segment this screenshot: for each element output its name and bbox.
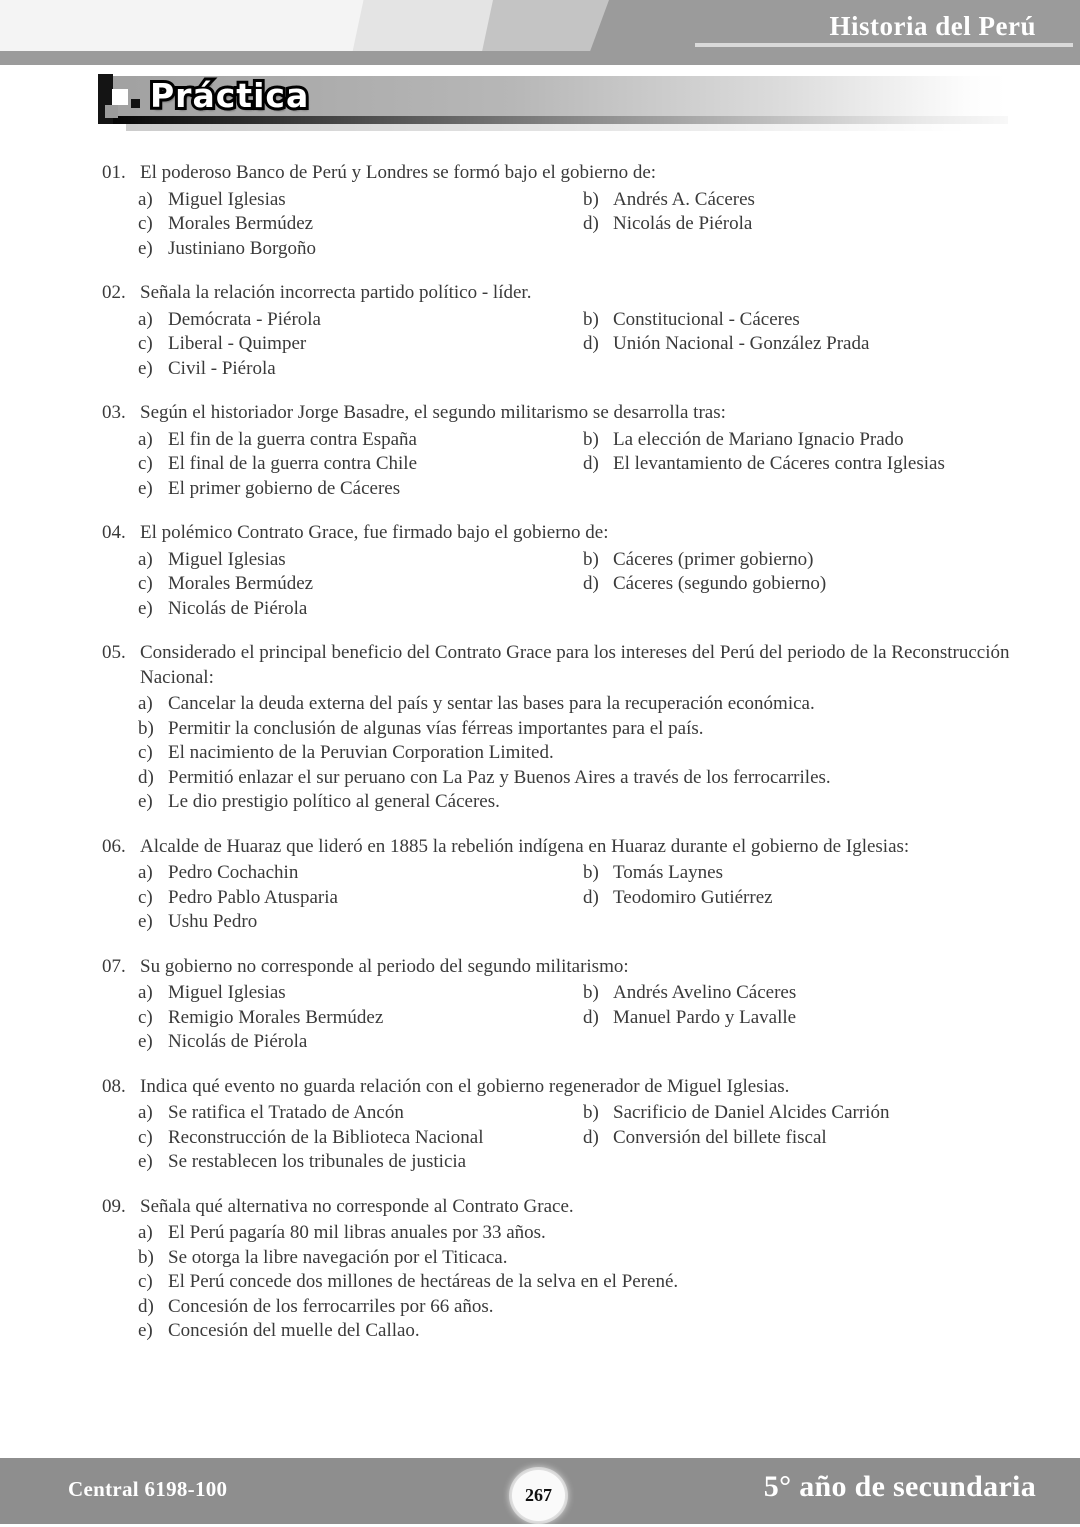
- option-list: [138, 548, 1032, 622]
- option-list: [138, 981, 1032, 1055]
- option-text: Manuel Pardo y Lavalle: [613, 1006, 797, 1028]
- question-head: [102, 521, 1032, 546]
- option: [138, 1221, 1032, 1246]
- option-letter: a): [138, 693, 153, 714]
- option: [583, 572, 1032, 597]
- option-letter: c): [138, 1006, 153, 1028]
- option: [138, 910, 583, 935]
- option-text: Civil - Piérola: [168, 357, 276, 379]
- option-letter: d): [583, 453, 599, 474]
- option-list: [138, 188, 1032, 262]
- option-text: La elección de Mariano Ignacio Prado: [613, 428, 904, 450]
- option: [583, 1126, 1032, 1151]
- option-text: Le dio prestigio político al general Cáceres.: [168, 791, 500, 812]
- question-number: 07.: [102, 955, 126, 977]
- option: [138, 1246, 1032, 1271]
- option-text: Conversión del billete fiscal: [613, 1126, 827, 1148]
- option: [138, 357, 583, 382]
- option: [138, 1006, 583, 1031]
- option: [583, 308, 1032, 333]
- question-number: 01.: [102, 162, 126, 183]
- option: [138, 212, 583, 237]
- option: [138, 766, 1032, 791]
- questions: [0, 161, 1080, 1344]
- option: [583, 548, 1032, 573]
- option: [583, 861, 1032, 886]
- option-text: El levantamiento de Cáceres contra Iglesias: [613, 453, 945, 474]
- option-text: El nacimiento de la Peruvian Corporation Limited.: [168, 742, 554, 763]
- option-letter: c): [138, 213, 153, 234]
- question: [102, 401, 1032, 501]
- option-letter: c): [138, 886, 153, 908]
- option-text: El primer gobierno de Cáceres: [168, 477, 401, 499]
- option-text: El fin de la guerra contra España: [168, 428, 417, 450]
- option: [138, 861, 583, 886]
- option-letter: b): [583, 308, 599, 330]
- banner-dark-strip: [108, 116, 1008, 124]
- question-text: Señala qué alternativa no corresponde al Contrato Grace.: [140, 1195, 574, 1217]
- option-text: Permitir la conclusión de algunas vías férreas importantes para el país.: [168, 717, 704, 739]
- option: [138, 741, 1032, 766]
- option-text: Ushu Pedro: [168, 911, 258, 932]
- option-letter: e): [138, 1320, 153, 1341]
- option-text: El final de la guerra contra Chile: [168, 453, 418, 474]
- option-list: [138, 308, 1032, 382]
- question-head: [102, 161, 1032, 186]
- option: [138, 790, 1032, 815]
- option: [138, 477, 583, 502]
- option-text: Cancelar la deuda externa del país y sentar las bases para la recuperación económica.: [168, 693, 815, 714]
- option-text: Concesión de los ferrocarriles por 66 años.: [168, 1295, 494, 1317]
- option-text: Concesión del muelle del Callao.: [168, 1320, 420, 1341]
- option-letter: a): [138, 862, 153, 883]
- option-text: Tomás Laynes: [613, 862, 724, 883]
- option-text: Teodomiro Gutiérrez: [613, 886, 773, 908]
- option: [583, 886, 1032, 911]
- question: [102, 955, 1032, 1055]
- gray-square-icon: [105, 105, 118, 118]
- question-head: [102, 401, 1032, 426]
- option-letter: a): [138, 308, 153, 330]
- option: [583, 981, 1032, 1006]
- option-letter: d): [138, 766, 154, 788]
- question-text: Indica qué evento no guarda relación con el gobierno regenerador de Miguel Iglesias.: [140, 1075, 790, 1097]
- page-header: [0, 0, 1080, 65]
- question-number: 05.: [102, 642, 126, 663]
- option: [583, 332, 1032, 357]
- course-title: Historia del Perú: [829, 11, 1036, 41]
- option-text: Miguel Iglesias: [168, 982, 286, 1003]
- option: [138, 717, 1032, 742]
- option-letter: e): [138, 1031, 153, 1052]
- option-letter: b): [583, 982, 599, 1003]
- option-list: [138, 428, 1032, 502]
- option-letter: d): [583, 1126, 599, 1148]
- option: [583, 1101, 1032, 1126]
- question-head: [102, 641, 1032, 690]
- option-text: Unión Nacional - González Prada: [613, 333, 870, 354]
- option: [138, 572, 583, 597]
- question-number: 02.: [102, 282, 126, 303]
- page-footer: [0, 1458, 1080, 1524]
- option-letter: e): [138, 597, 153, 619]
- option: [138, 597, 583, 622]
- question-head: [102, 281, 1032, 306]
- option-letter: c): [138, 453, 153, 474]
- banner-light-strip: [126, 124, 1010, 131]
- option-letter: a): [138, 1222, 153, 1243]
- option: [138, 1030, 583, 1055]
- option-list: [138, 861, 1032, 935]
- option-text: Morales Bermúdez: [168, 573, 314, 594]
- header-parallelogram-light-icon: [352, 0, 497, 56]
- question-text: El polémico Contrato Grace, fue firmado bajo el gobierno de:: [140, 522, 609, 543]
- option-letter: e): [138, 357, 153, 379]
- question-number: 08.: [102, 1075, 126, 1097]
- question-text: Según el historiador Jorge Basadre, el segundo militarismo se desarrolla tras:: [140, 402, 726, 423]
- option-list: [138, 692, 1032, 815]
- option-letter: c): [138, 742, 153, 763]
- option-text: Se restablecen los tribunales de justicia: [168, 1151, 467, 1172]
- option-text: Cáceres (primer gobierno): [613, 548, 814, 570]
- page-number-badge: [512, 1470, 565, 1521]
- option-letter: d): [583, 886, 599, 908]
- question-text: Su gobierno no corresponde al periodo del segundo militarismo:: [140, 955, 629, 977]
- option-text: Andrés Avelino Cáceres: [613, 982, 797, 1003]
- option-letter: a): [138, 982, 153, 1003]
- question-head: [102, 1075, 1032, 1100]
- question: [102, 281, 1032, 381]
- option-letter: e): [138, 237, 153, 259]
- question-text: El poderoso Banco de Perú y Londres se formó bajo el gobierno de:: [140, 162, 657, 183]
- option: [138, 428, 583, 453]
- option: [138, 886, 583, 911]
- option: [138, 1150, 583, 1175]
- header-title-underline: [695, 43, 1073, 47]
- option: [583, 1006, 1032, 1031]
- option-text: Morales Bermúdez: [168, 213, 314, 234]
- option-letter: a): [138, 428, 153, 450]
- practice-banner: [0, 76, 1080, 142]
- option-letter: e): [138, 791, 153, 812]
- question: [102, 161, 1032, 261]
- option: [138, 1270, 1032, 1295]
- question: [102, 1075, 1032, 1175]
- option-text: Se otorga la libre navegación por el Titicaca.: [168, 1246, 508, 1268]
- option-letter: d): [583, 213, 599, 234]
- option-letter: b): [583, 188, 599, 210]
- option-letter: a): [138, 1102, 153, 1123]
- question: [102, 521, 1032, 621]
- header-gray-band: [0, 51, 1080, 65]
- option-text: Pedro Cochachin: [168, 862, 299, 883]
- page-number: 267: [525, 1485, 552, 1505]
- option-text: Miguel Iglesias: [168, 188, 286, 210]
- question-number: 06.: [102, 835, 126, 857]
- option-text: El Perú pagaría 80 mil libras anuales por 33 años.: [168, 1222, 546, 1243]
- footer-grade-label: 5° año de secundaria: [763, 1470, 1036, 1503]
- question-text: Señala la relación incorrecta partido político - líder.: [140, 282, 532, 303]
- option-text: El Perú concede dos millones de hectáreas de la selva en el Perené.: [168, 1271, 679, 1292]
- option-letter: b): [583, 428, 599, 450]
- option-letter: d): [583, 1006, 599, 1028]
- option: [138, 692, 1032, 717]
- option-letter: e): [138, 477, 153, 499]
- question-head: [102, 1195, 1032, 1220]
- option-text: Demócrata - Piérola: [168, 308, 321, 330]
- option: [138, 1295, 1032, 1320]
- question-head: [102, 835, 1032, 860]
- option: [138, 1319, 1032, 1344]
- option-text: Nicolás de Piérola: [613, 213, 753, 234]
- option-letter: a): [138, 188, 153, 210]
- option: [583, 452, 1032, 477]
- option: [138, 188, 583, 213]
- option-text: Liberal - Quimper: [168, 333, 307, 354]
- option-letter: d): [138, 1295, 154, 1317]
- option: [138, 1101, 583, 1126]
- option-text: Nicolás de Piérola: [168, 597, 308, 619]
- option-text: Constitucional - Cáceres: [613, 308, 800, 330]
- option-letter: c): [138, 1126, 153, 1148]
- option: [138, 308, 583, 333]
- option: [583, 428, 1032, 453]
- option-list: [138, 1101, 1032, 1175]
- question: [102, 1195, 1032, 1344]
- option-text: Sacrificio de Daniel Alcides Carrión: [613, 1102, 890, 1123]
- option-letter: c): [138, 333, 153, 354]
- question-number: 09.: [102, 1195, 126, 1217]
- option: [138, 237, 583, 262]
- option: [138, 548, 583, 573]
- option-text: Pedro Pablo Atusparia: [168, 886, 338, 908]
- option: [138, 332, 583, 357]
- option-letter: c): [138, 1271, 153, 1292]
- option-text: Remigio Morales Bermúdez: [168, 1006, 384, 1028]
- footer-phone: Central 6198-100: [68, 1477, 228, 1501]
- question-text: Alcalde de Huaraz que lideró en 1885 la rebelión indígena en Huaraz durante el gobierno de Iglesias:: [140, 835, 910, 857]
- question: [102, 641, 1032, 815]
- option: [583, 212, 1032, 237]
- option-text: Cáceres (segundo gobierno): [613, 573, 827, 594]
- question-text: Considerado el principal beneficio del Contrato Grace para los intereses del Perú del periodo de la Reconstrucción Nacional:: [140, 642, 1010, 688]
- option-letter: d): [583, 333, 599, 354]
- option-text: Permitió enlazar el sur peruano con La Paz y Buenos Aires a través de los ferrocarriles.: [168, 766, 831, 788]
- option-text: Reconstrucción de la Biblioteca Nacional: [168, 1126, 484, 1148]
- option-text: Justiniano Borgoño: [168, 237, 316, 259]
- option-letter: b): [583, 862, 599, 883]
- option-text: Nicolás de Piérola: [168, 1031, 308, 1052]
- bullet-square-icon: [131, 99, 140, 108]
- option-letter: a): [138, 548, 153, 570]
- option: [583, 188, 1032, 213]
- question-head: [102, 955, 1032, 980]
- option-text: Se ratifica el Tratado de Ancón: [168, 1102, 404, 1123]
- option-letter: e): [138, 911, 153, 932]
- option-letter: b): [138, 1246, 154, 1268]
- option-list: [138, 1221, 1032, 1344]
- option-letter: d): [583, 573, 599, 594]
- white-square-icon: [112, 89, 128, 105]
- option-text: Andrés A. Cáceres: [613, 188, 755, 210]
- option: [138, 452, 583, 477]
- section-title: Práctica: [150, 76, 310, 115]
- question-number: 04.: [102, 522, 126, 543]
- option-text: Miguel Iglesias: [168, 548, 286, 570]
- option-letter: b): [583, 1102, 599, 1123]
- option: [138, 1126, 583, 1151]
- option: [138, 981, 583, 1006]
- option-letter: b): [138, 717, 154, 739]
- option-letter: b): [583, 548, 599, 570]
- option-letter: c): [138, 573, 153, 594]
- option-letter: e): [138, 1151, 153, 1172]
- question-number: 03.: [102, 402, 126, 423]
- question: [102, 835, 1032, 935]
